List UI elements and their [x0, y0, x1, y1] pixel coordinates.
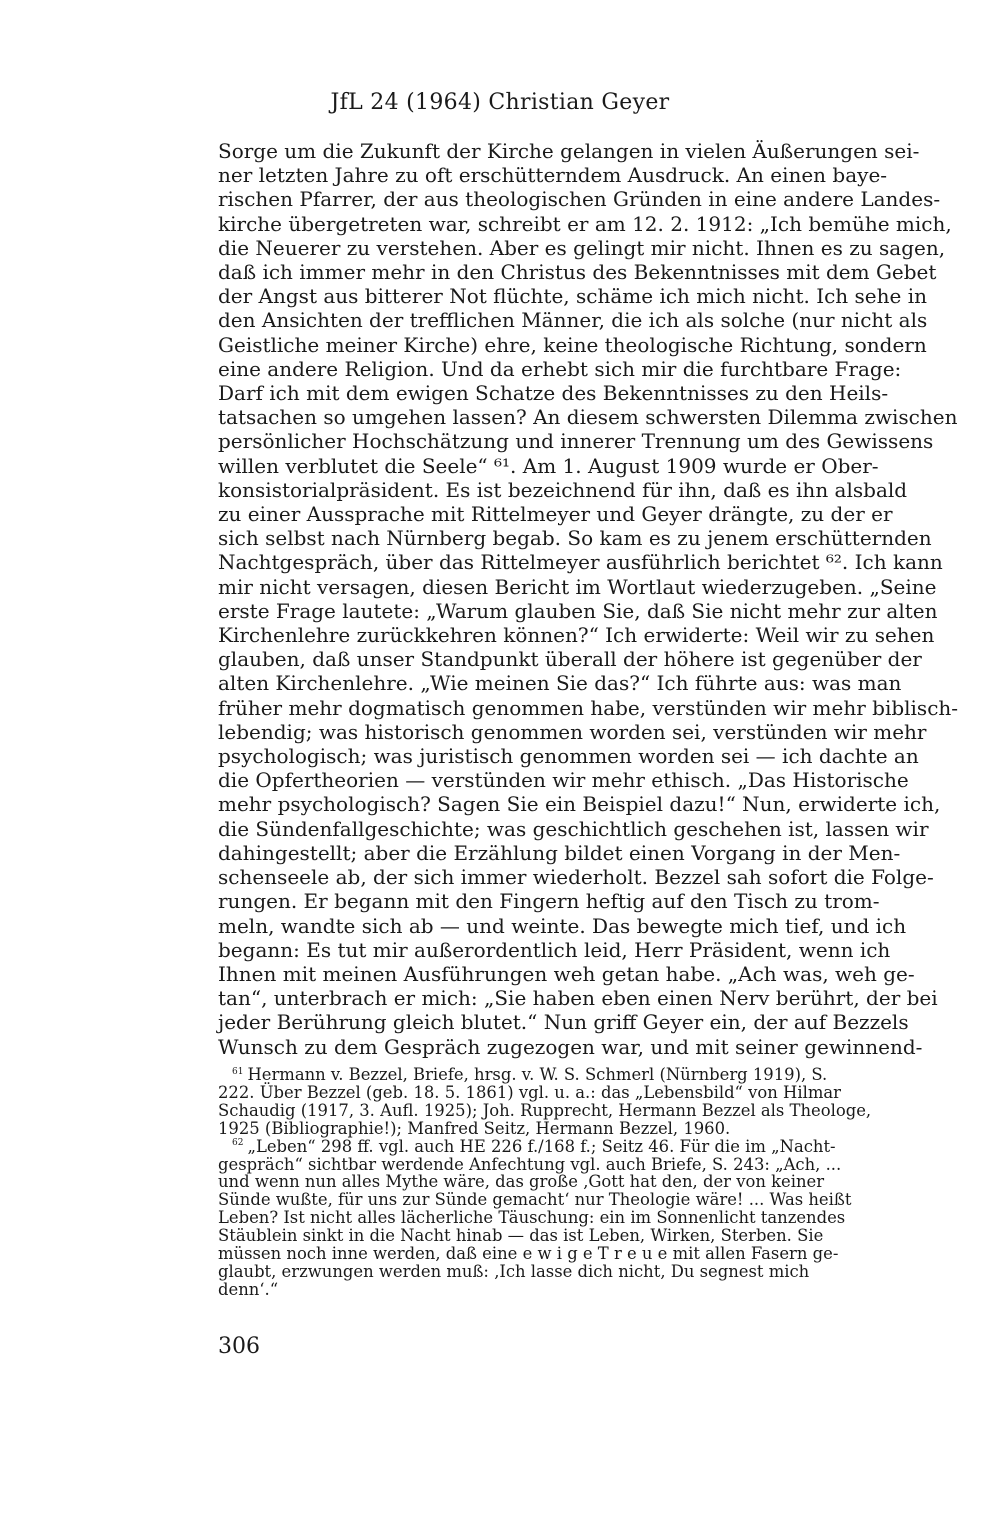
body-line: Kirchenlehre zurückkehren können?“ Ich erwiderte: Weil wir zu sehen — [218, 623, 935, 648]
footnote-text: denn‘.“ — [218, 1279, 279, 1299]
body-line: begann: Es tut mir außerordentlich leid, Herr Präsident, wenn ich — [218, 937, 891, 962]
footnote-62 — [218, 1136, 852, 1299]
footnote-line — [218, 1261, 810, 1281]
body-line: die Opfertheorien — verstünden wir mehr ethisch. „Das Historische — [218, 768, 909, 793]
body-line: daß ich immer mehr in den Christus des Bekenntnisses mit dem Gebet — [218, 260, 937, 285]
body-line: Nachtgespräch, über das Rittelmeyer ausführlich berichtet ⁶². Ich kann — [218, 550, 943, 575]
footnote-text: 1925 (Bibliographie!); Manfred Seitz, Hermann Bezzel, 1960. — [218, 1118, 731, 1138]
body-line: dahingestellt; aber die Erzählung bildet einen Vorgang in der Men- — [218, 840, 901, 865]
body-line: Wunsch zu dem Gespräch zugezogen war, und mit seiner gewinnend- — [218, 1034, 923, 1059]
body-line: tan“, unterbrach er mich: „Sie haben eben einen Nerv berührt, der bei — [218, 986, 938, 1011]
footnote-text: Schaudig (1917, 3. Aufl. 1925); Joh. Rupprecht, Hermann Bezzel als Theologe, — [218, 1100, 872, 1120]
body-line: Sorge um die Zukunft der Kirche gelangen in vielen Äußerungen sei- — [218, 139, 920, 163]
footnote-text: Sünde wußte, für uns zur Sünde gemacht‘ nur Theologie wäre! ... Was heißt — [218, 1190, 852, 1210]
footnote-61 — [218, 1065, 872, 1138]
body-line: sich selbst nach Nürnberg begab. So kam es zu jenem erschütternden — [218, 526, 932, 551]
body-line: Darf ich mit dem ewigen Schatze des Bekenntnisses zu den Heils- — [218, 381, 889, 406]
footnote-line — [218, 1136, 836, 1156]
body-line: früher mehr dogmatisch genommen habe, verstünden wir mehr biblisch- — [218, 695, 959, 720]
footnote-line — [218, 1172, 825, 1192]
footnote-line — [218, 1226, 824, 1246]
body-line: jeder Berührung gleich blutet.“ Nun griff Geyer ein, der auf Bezzels — [218, 1010, 909, 1035]
footnote-line — [218, 1065, 828, 1084]
body-line: mehr psychologisch? Sagen Sie ein Beispiel dazu!“ Nun, erwiderte ich, — [218, 792, 941, 817]
body-line: erste Frage lautete: „Warum glauben Sie, daß Sie nicht mehr zur alten — [218, 598, 938, 623]
footnote-line — [218, 1208, 846, 1228]
body-line: kirche übergetreten war, schreibt er am 12. 2. 1912: „Ich bemühe mich, — [218, 211, 952, 236]
footnote-line — [218, 1100, 872, 1120]
footnote-line — [218, 1244, 839, 1264]
body-line: den Ansichten der trefflichen Männer, die ich als solche (nur nicht als — [218, 308, 928, 333]
body-line: eine andere Religion. Und da erhebt sich mir die furchtbare Frage: — [218, 356, 902, 381]
footnote-text: Leben? Ist nicht alles lächerliche Täuschung: ein im Sonnenlicht tanzendes — [218, 1208, 846, 1228]
body-line: Geistliche meiner Kirche) ehre, keine theologische Richtung, sondern — [218, 332, 927, 357]
footnote-text: Stäublein sinkt in die Nacht hinab — das ist Leben, Wirken, Sterben. Sie — [218, 1226, 824, 1246]
footnote-line — [218, 1154, 842, 1174]
body-line: alten Kirchenlehre. „Wie meinen Sie das?“ Ich führte aus: was man — [218, 671, 902, 696]
body-line: meln, wandte sich ab — und weinte. Das bewegte mich tief, und ich — [218, 913, 907, 938]
body-line: der Angst aus bitterer Not flüchte, schäme ich mich nicht. Ich sehe in — [218, 284, 927, 309]
body-line: die Neuerer zu verstehen. Aber es gelingt mir nicht. Ihnen es zu sagen, — [218, 235, 946, 260]
body-line: ner letzten Jahre zu oft erschütterndem Ausdruck. An einen baye- — [218, 163, 888, 188]
footnote-text: und wenn nun alles Mythe wäre, das große ‚Gott hat den, der von keiner — [218, 1172, 825, 1192]
body-line: konsistorialpräsident. Es ist bezeichnend für ihn, daß es ihn alsbald — [218, 477, 908, 502]
footnote-text: Hermann v. Bezzel, Briefe, hrsg. v. W. S. Schmerl (Nürnberg 1919), S. — [247, 1065, 828, 1084]
footnote-line — [218, 1120, 738, 1138]
body-line: willen verblutet die Seele“ ⁶¹. Am 1. August 1909 wurde er Ober- — [218, 453, 879, 478]
body-line: mir nicht versagen, diesen Bericht im Wortlaut wiederzugeben. „Seine — [218, 574, 937, 599]
footnote-number: 61 — [232, 1066, 244, 1077]
footnote-text: „Leben“ 298 ff. vgl. auch HE 226 f./168 f.; Seitz 46. Für die im „Nacht- — [247, 1136, 836, 1156]
footnote-text: müssen noch inne werden, daß eine e w i g e T r e u e mit allen Fasern ge- — [218, 1244, 839, 1264]
footnote-line — [218, 1281, 738, 1299]
body-line: glauben, daß unser Standpunkt überall der höhere ist gegenüber der — [218, 647, 922, 672]
footnote-text: 222. Über Bezzel (geb. 18. 5. 1861) vgl. u. a.: das „Lebensbild“ von Hilmar — [218, 1082, 841, 1102]
body-line: rischen Pfarrer, der aus theologischen Gründen in eine andere Landes- — [218, 187, 941, 212]
body-line: Ihnen mit meinen Ausführungen weh getan habe. „Ach was, weh ge- — [218, 961, 915, 986]
footnotes — [218, 1065, 872, 1299]
body-line: rungen. Er begann mit den Fingern heftig auf den Tisch zu trom- — [218, 889, 880, 914]
footnote-line — [218, 1082, 841, 1102]
footnote-text: gespräch“ sichtbar werdende Anfechtung vgl. auch Briefe, S. 243: „Ach, ... — [218, 1154, 842, 1174]
footnote-line — [218, 1190, 852, 1210]
body-line: psychologisch; was juristisch genommen worden sei — ich dachte an — [218, 744, 919, 769]
body-line: zu einer Aussprache mit Rittelmeyer und Geyer drängte, zu der er — [218, 502, 893, 527]
page-number: 306 — [218, 1334, 260, 1359]
body-line: lebendig; was historisch genommen worden sei, verstünden wir mehr — [218, 719, 927, 744]
running-head: JfL 24 (1964) Christian Geyer — [330, 90, 670, 115]
body-text — [218, 139, 959, 1059]
body-line: die Sündenfallgeschichte; was geschichtlich geschehen ist, lassen wir — [218, 816, 929, 841]
body-line: tatsachen so umgehen lassen? An diesem schwersten Dilemma zwischen — [218, 405, 958, 430]
body-line: persönlicher Hochschätzung und innerer Trennung um des Gewissens — [218, 429, 934, 454]
footnote-text: glaubt, erzwungen werden muß: ‚Ich lasse dich nicht, Du segnest mich — [218, 1261, 810, 1281]
footnote-number: 62 — [232, 1138, 244, 1149]
body-line: schenseele ab, der sich immer wiederholt. Bezzel sah sofort die Folge- — [218, 865, 934, 890]
